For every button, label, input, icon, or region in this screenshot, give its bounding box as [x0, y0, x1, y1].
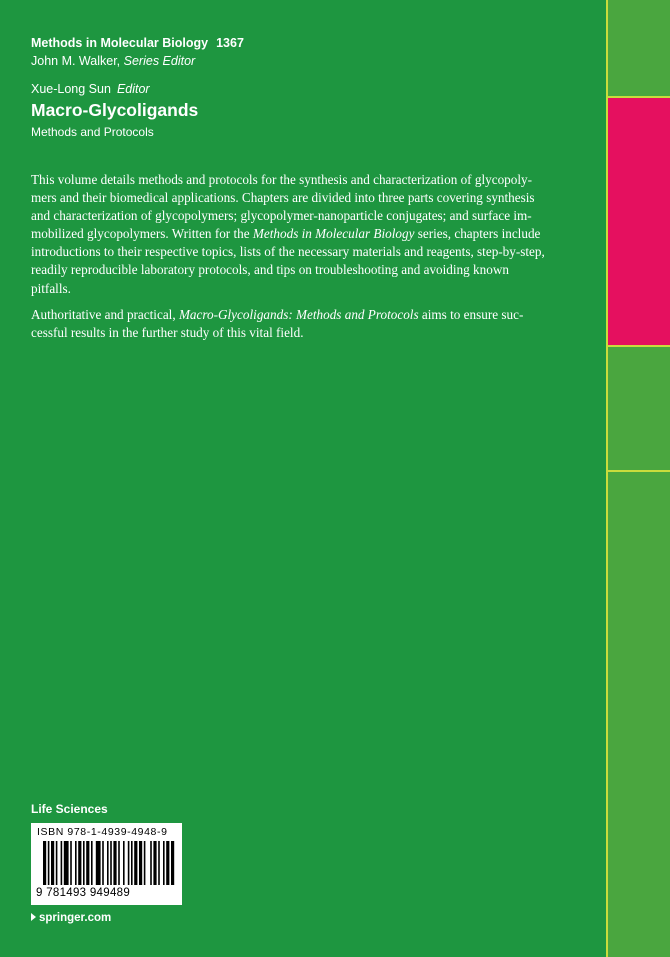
- blurb-line: This volume details methods and protocols for the synthesis and characterization of glycopoly-: [31, 172, 532, 187]
- series-editor-role: Series Editor: [123, 54, 196, 68]
- blurb-paragraph-2: [31, 306, 536, 342]
- volume-editor-line: [31, 82, 150, 96]
- barcode-bar: [110, 841, 112, 885]
- barcode-bar: [61, 841, 63, 885]
- barcode-bar: [128, 841, 130, 885]
- book-title: Macro-Glycoligands: [31, 100, 199, 120]
- blurb-line: [31, 225, 541, 243]
- volume-editor-name: Xue-Long Sun: [31, 82, 111, 96]
- blurb-book-title: Macro-Glycoligands: Methods and Protocols: [178, 306, 419, 322]
- book-subtitle: Methods and Protocols: [31, 125, 154, 139]
- series-heading: [31, 36, 244, 50]
- blurb-line: cessful results in the further study of this vital field.: [31, 324, 304, 340]
- barcode-bar: [171, 841, 174, 885]
- blurb-text: series, chapters include: [414, 226, 541, 242]
- description-blurb: [31, 171, 545, 342]
- subject-category: Life Sciences: [31, 802, 108, 816]
- barcode-bar: [107, 841, 109, 885]
- blurb-text: mobilized glycopolymers. Written for the: [31, 226, 253, 242]
- website-label: springer.com: [39, 912, 112, 924]
- blurb-series-name: Methods in Molecular Biology: [252, 226, 415, 242]
- barcode-bar: [43, 841, 46, 885]
- blurb-line: pitfalls.: [31, 280, 71, 296]
- barcode-bars: [31, 841, 182, 887]
- barcode-bar: [113, 841, 116, 885]
- barcode-bar: [86, 841, 89, 885]
- barcode-bar: [166, 841, 169, 885]
- barcode-bar: [158, 841, 160, 885]
- band-rule-middle: [606, 345, 670, 347]
- magenta-block: [608, 98, 670, 345]
- blurb-text: aims to ensure suc-: [418, 306, 524, 322]
- isbn-barcode: [31, 823, 182, 905]
- blurb-line: [31, 306, 536, 324]
- barcode-bar: [70, 841, 72, 885]
- blurb-line: mers and their biomedical applications. Chapters are divided into three parts covering synthesis: [31, 190, 535, 206]
- publisher-website-link[interactable]: [31, 912, 111, 924]
- barcode-bar: [96, 841, 101, 885]
- triangle-arrow-icon: [31, 913, 36, 921]
- barcode-bar: [78, 841, 81, 885]
- blurb-line: introductions to their respective topics, lists of the necessary materials and reagents, step-by-step,: [31, 244, 545, 260]
- barcode-bar: [102, 841, 104, 885]
- barcode-bar: [118, 841, 120, 885]
- barcode-bar: [91, 841, 93, 885]
- band-rule-bottom: [606, 470, 670, 472]
- barcode-bar: [48, 841, 50, 885]
- barcode-digits: 9 781493 949489: [36, 887, 131, 899]
- barcode-bar: [75, 841, 77, 885]
- barcode-bar: [139, 841, 142, 885]
- blurb-text: Authoritative and practical,: [31, 306, 179, 322]
- blurb-line: readily reproducible laboratory protocols, and tips on troubleshooting and avoiding known: [31, 262, 509, 278]
- isbn-number: ISBN 978-1-4939-4948-9: [37, 826, 168, 838]
- barcode-bar: [153, 841, 156, 885]
- blurb-paragraph-1: [31, 171, 545, 298]
- barcode-bar: [56, 841, 58, 885]
- blurb-line: and characterization of glycopolymers; glycopolymer-nanoparticle conjugates; and surface im-: [31, 208, 532, 224]
- barcode-bar: [123, 841, 125, 885]
- series-editor-name: John M. Walker,: [31, 54, 121, 68]
- series-name: Methods in Molecular Biology: [31, 36, 209, 50]
- barcode-bar: [83, 841, 85, 885]
- volume-editor-role: Editor: [116, 82, 150, 96]
- barcode-bar: [144, 841, 146, 885]
- barcode-bar: [51, 841, 54, 885]
- barcode-bar: [134, 841, 137, 885]
- barcode-bar: [150, 841, 152, 885]
- side-color-band: [606, 0, 670, 957]
- barcode-bar: [131, 841, 133, 885]
- barcode-bar: [64, 841, 69, 885]
- series-editor-line: [31, 54, 195, 68]
- series-number: 1367: [216, 36, 244, 50]
- barcode-bar: [163, 841, 165, 885]
- band-rule-top: [606, 96, 670, 98]
